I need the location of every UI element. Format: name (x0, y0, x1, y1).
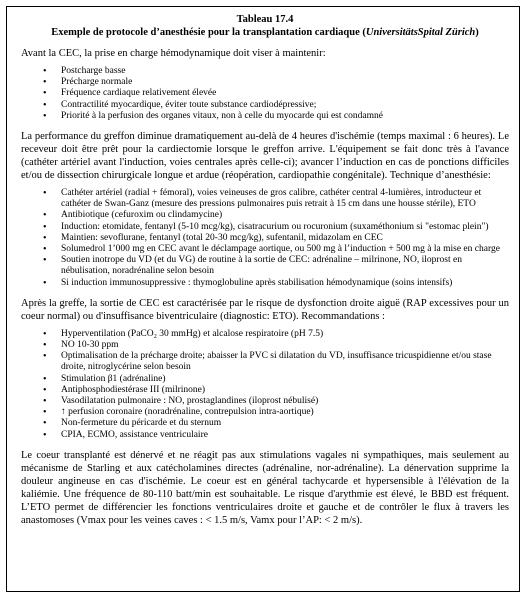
list-item: • Fréquence cardiaque relativement élevée (43, 88, 509, 99)
recommendations-list (21, 329, 509, 441)
list-item: • NO 10-30 ppm (43, 340, 509, 351)
list-item: • Précharge normale (43, 77, 509, 88)
list-item: • Solumedrol 1’000 mg en CEC avant le déclampage aortique, ou 500 mg à l’induction + 500 mg à la mise en charge (43, 244, 509, 255)
list-item: • Vasodilatation pulmonaire : NO, prostaglandines (iloprost nébulisé) (43, 396, 509, 407)
list-item: • Stimulation β1 (adrénaline) (43, 374, 509, 385)
list-item: • Cathéter artériel (radial + fémoral), voies veineuses de gros calibre, cathéter central 4-lumières, introducteur et cathéter de Swan-Ganz (mesure des pressions pulmonaires puis retrait à 15 cm dans une housse stérile), ETO (43, 188, 509, 210)
list-item: • Postcharge basse (43, 66, 509, 77)
list-item: • Antibiotique (cefuroxim ou clindamycine) (43, 210, 509, 221)
post-graft-paragraph: Après la greffe, la sortie de CEC est caractérisée par le risque de dysfonction droite aiguë (RAP excessives pour un coeur normal) ou d'insuffisance biventriculaire (diagnostic: ETO). Recommandations : (21, 297, 509, 322)
table-title: Tableau 17.4 (236, 14, 294, 25)
list-item: • Contractilité myocardique, éviter toute substance cardiodépressive; (43, 100, 509, 111)
list-item: • Induction: etomidate, fentanyl (5-10 mcg/kg), cisatracurium ou rocuronium (suxaméthonium si "estomac plein") (43, 222, 509, 233)
list-item: • ↑ perfusion coronaire (noradrénaline, contrepulsion intra-aortique) (43, 407, 509, 418)
list-item: • Soutien inotrope du VD (et du VG) de routine à la sortie de CEC: adrénaline – milrinone, NO, iloprost en nébulisation, noradrénaline selon besoin (43, 255, 509, 277)
list-item: • Si induction immunosuppressive : thymoglobuline après stabilisation hémodynamique (soins intensifs) (43, 278, 509, 289)
list-item: • Antiphosphodiestérase III (milrinone) (43, 385, 509, 396)
anesthesia-technique-list (21, 188, 509, 289)
subtitle-institution: UniversitätsSpital Zürich (365, 27, 476, 38)
list-item: • Priorité à la perfusion des organes vitaux, non à celle du myocarde qui est condamné (43, 111, 509, 122)
table-box (6, 6, 520, 592)
graft-performance-paragraph: La performance du greffon diminue dramatiquement au-delà de 4 heures d'ischémie (temps maximal : 6 heures). Le receveur doit être prêt pour la cardiectomie lorsque le greffon arrive. L'équipement se fait donc très à l'avance (cathéter artériel avant l'induction, voies centrales après celle-ci); avancer l’induction en cas de ponctions difficiles et/ou de dissection chirurgicale longue et ardue (réopération, cardiopathie congénitale). Technique d’anesthésie: (21, 131, 509, 182)
hemodynamic-goals-list (21, 66, 509, 122)
denervation-paragraph: Le coeur transplanté est dénervé et ne réagit pas aux stimulations vagales ni sympathiques, mais seulement au mécanisme de Starling et aux catécholamines directes (adrénaline, nor-adrénaline). La dénervation supprime la douleur angineuse en cas d'ischémie. Le coeur est en général tachycarde et hypersensible à l'élévation de la kaliémie. Une fréquence de 80-110 batt/min est souhaitable. Le risque d'arythmie est élevé, le BBD est fréquent. L’ETO permet de différencier les fonctions ventriculaires droite et gauche et de contrôler le flux à travers les anastomoses (Vmax pour les veines caves : < 1.5 m/s, Vamx pour l’AP: < 2 m/s). (21, 449, 509, 526)
intro-paragraph: Avant la CEC, la prise en charge hémodynamique doit viser à maintenir: (21, 48, 326, 59)
list-item: • Optimalisation de la précharge droite; abaisser la PVC si dilatation du VD, insuffisance tricuspidienne et/ou stase droite, nitroglycérine selon besoin (43, 351, 509, 373)
list-item: • Maintien: sevoflurane, fentanyl (total 20-30 mcg/kg), sufentanil, midazolam en CEC (43, 233, 509, 244)
list-item: • CPIA, ECMO, assistance ventriculaire (43, 430, 509, 441)
list-item: • Non-fermeture du péricarde et du sternum (43, 418, 509, 429)
subtitle-main: Exemple de protocole d’anesthésie pour la transplantation cardiaque ( (51, 27, 366, 38)
table-subtitle (21, 26, 509, 39)
list-item: • Hyperventilation (PaCO₂ 30 mmHg) et alcalose respiratoire (pH 7.5) (43, 329, 509, 340)
subtitle-end: ) (475, 27, 479, 38)
